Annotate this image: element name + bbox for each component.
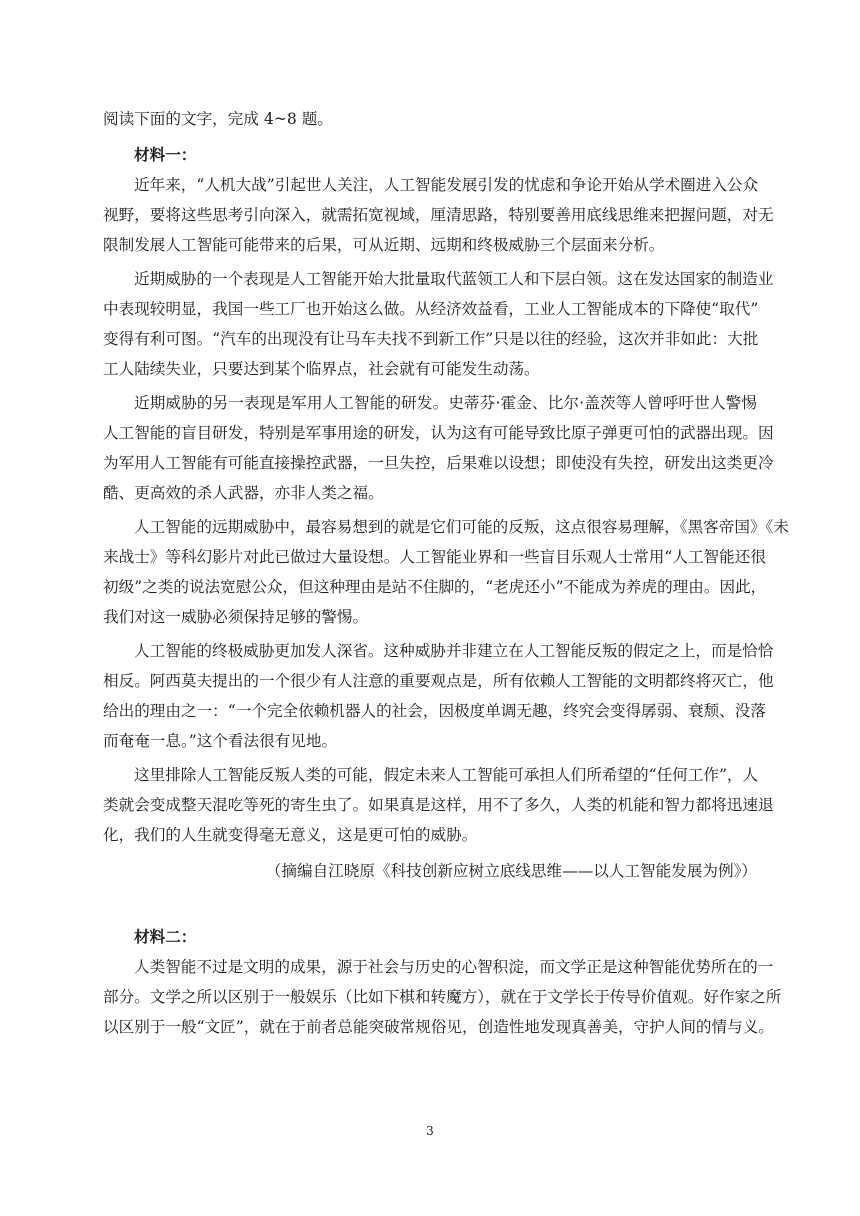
paragraph-line: 酷、更高效的杀人武器，亦非人类之福。: [103, 484, 384, 502]
material-one-source: （摘编自江晓原《科技创新应树立底线思维——以人工智能发展为例》）: [265, 862, 757, 880]
material-two-paragraph: [103, 952, 782, 1042]
paragraph-line: 人类智能不过是文明的成果，源于社会与历史的心智积淀，而文学正是这种智能优势所在的一: [134, 958, 774, 976]
page-content: [103, 104, 789, 1046]
paragraph-line: 近期威胁的一个表现是人工智能开始大批量取代蓝领工人和下层白领。这在发达国家的制造业: [134, 270, 774, 288]
paragraph-line: 化，我们的人生就变得毫无意义，这是更可怕的威胁。: [103, 826, 478, 844]
material-one-paragraph: [103, 760, 774, 850]
paragraph-line: 而奄奄一息。”这个看法很有见地。: [103, 732, 338, 750]
paragraph-line: 相反。阿西莫夫提出的一个很少有人注意的重要观点是，所有依赖人工智能的文明都终将灭亡，他: [103, 672, 774, 690]
page-number: 3: [426, 1124, 434, 1138]
paragraph-line: 人工智能的盲目研发，特别是军事用途的研发，认为这有可能导致比原子弹更可怕的武器出现。因: [103, 424, 774, 442]
paragraph-line: 初级”之类的说法宽慰公众，但这种理由是站不住脚的，“老虎还小”不能成为养虎的理由。因此，: [103, 578, 767, 596]
material-two-heading: 材料二：: [134, 927, 197, 946]
paragraph-line: 视野，要将这些思考引向深入，就需拓宽视域，厘清思路，特别要善用底线思维来把握问题，对无: [103, 206, 774, 224]
paragraph-line: 我们对这一威胁必须保持足够的警惕。: [103, 608, 369, 626]
paragraph-line: 给出的理由之一：“一个完全依赖机器人的社会，因极度单调无趣，终究会变得孱弱、衰颓、没落: [103, 702, 766, 720]
paragraph-line: 人工智能的终极威胁更加发人深省。这种威胁并非建立在人工智能反叛的假定之上，而是恰恰: [134, 642, 774, 660]
material-one-paragraph: [103, 388, 774, 508]
material-one-paragraph: [103, 264, 774, 384]
paragraph-line: 以区别于一般“文匠”，就在于前者总能突破常规俗见，创造性地发现真善美，守护人间的情与义。: [103, 1018, 774, 1036]
paragraph-line: 人工智能的远期威胁中，最容易想到的就是它们可能的反叛，这点很容易理解，《黑客帝国》《未: [134, 518, 789, 536]
paragraph-line: 为军用人工智能有可能直接操控武器，一旦失控，后果难以设想；即使没有失控，研发出这类更冷: [103, 454, 774, 472]
paragraph-line: 近年来，“人机大战”引起世人关注，人工智能发展引发的忧虑和争论开始从学术圈进入公众: [134, 176, 759, 194]
paragraph-line: 来战士》等科幻影片对此已做过大量设想。人工智能业界和一些盲目乐观人士常用“人工智能还很: [103, 548, 766, 566]
material-one-paragraph: [103, 512, 789, 632]
material-one-paragraph: [103, 170, 774, 260]
paragraph-line: 工人陆续失业，只要达到某个临界点，社会就有可能发生动荡。: [103, 360, 540, 378]
reading-instruction: 阅读下面的文字，完成 4~8 题。: [103, 110, 333, 128]
material-one-paragraph: [103, 636, 774, 756]
paragraph-line: 中表现较明显，我国一些工厂也开始这么做。从经济效益看，工业人工智能成本的下降使“取代”: [103, 300, 759, 318]
paragraph-line: 近期威胁的另一表现是军用人工智能的研发。史蒂芬·霍金、比尔·盖茨等人曾呼吁世人警惕: [134, 394, 757, 412]
paragraph-line: 变得有利可图。“汽车的出现没有让马车夫找不到新工作”只是以往的经验，这次并非如此：大批: [103, 330, 759, 348]
material-one-heading: 材料一：: [134, 145, 197, 164]
paragraph-line: 部分。文学之所以区别于一般娱乐（比如下棋和转魔方），就在于文学长于传导价值观。好作家之所: [103, 988, 782, 1006]
paragraph-line: 类就会变成整天混吃等死的寄生虫了。如果真是这样，用不了多久，人类的机能和智力都将迅速退: [103, 796, 774, 814]
paragraph-line: 限制发展人工智能可能带来的后果，可从近期、远期和终极威胁三个层面来分析。: [103, 236, 665, 254]
paragraph-line: 这里排除人工智能反叛人类的可能，假定未来人工智能可承担人们所希望的“任何工作”，人: [134, 766, 759, 784]
